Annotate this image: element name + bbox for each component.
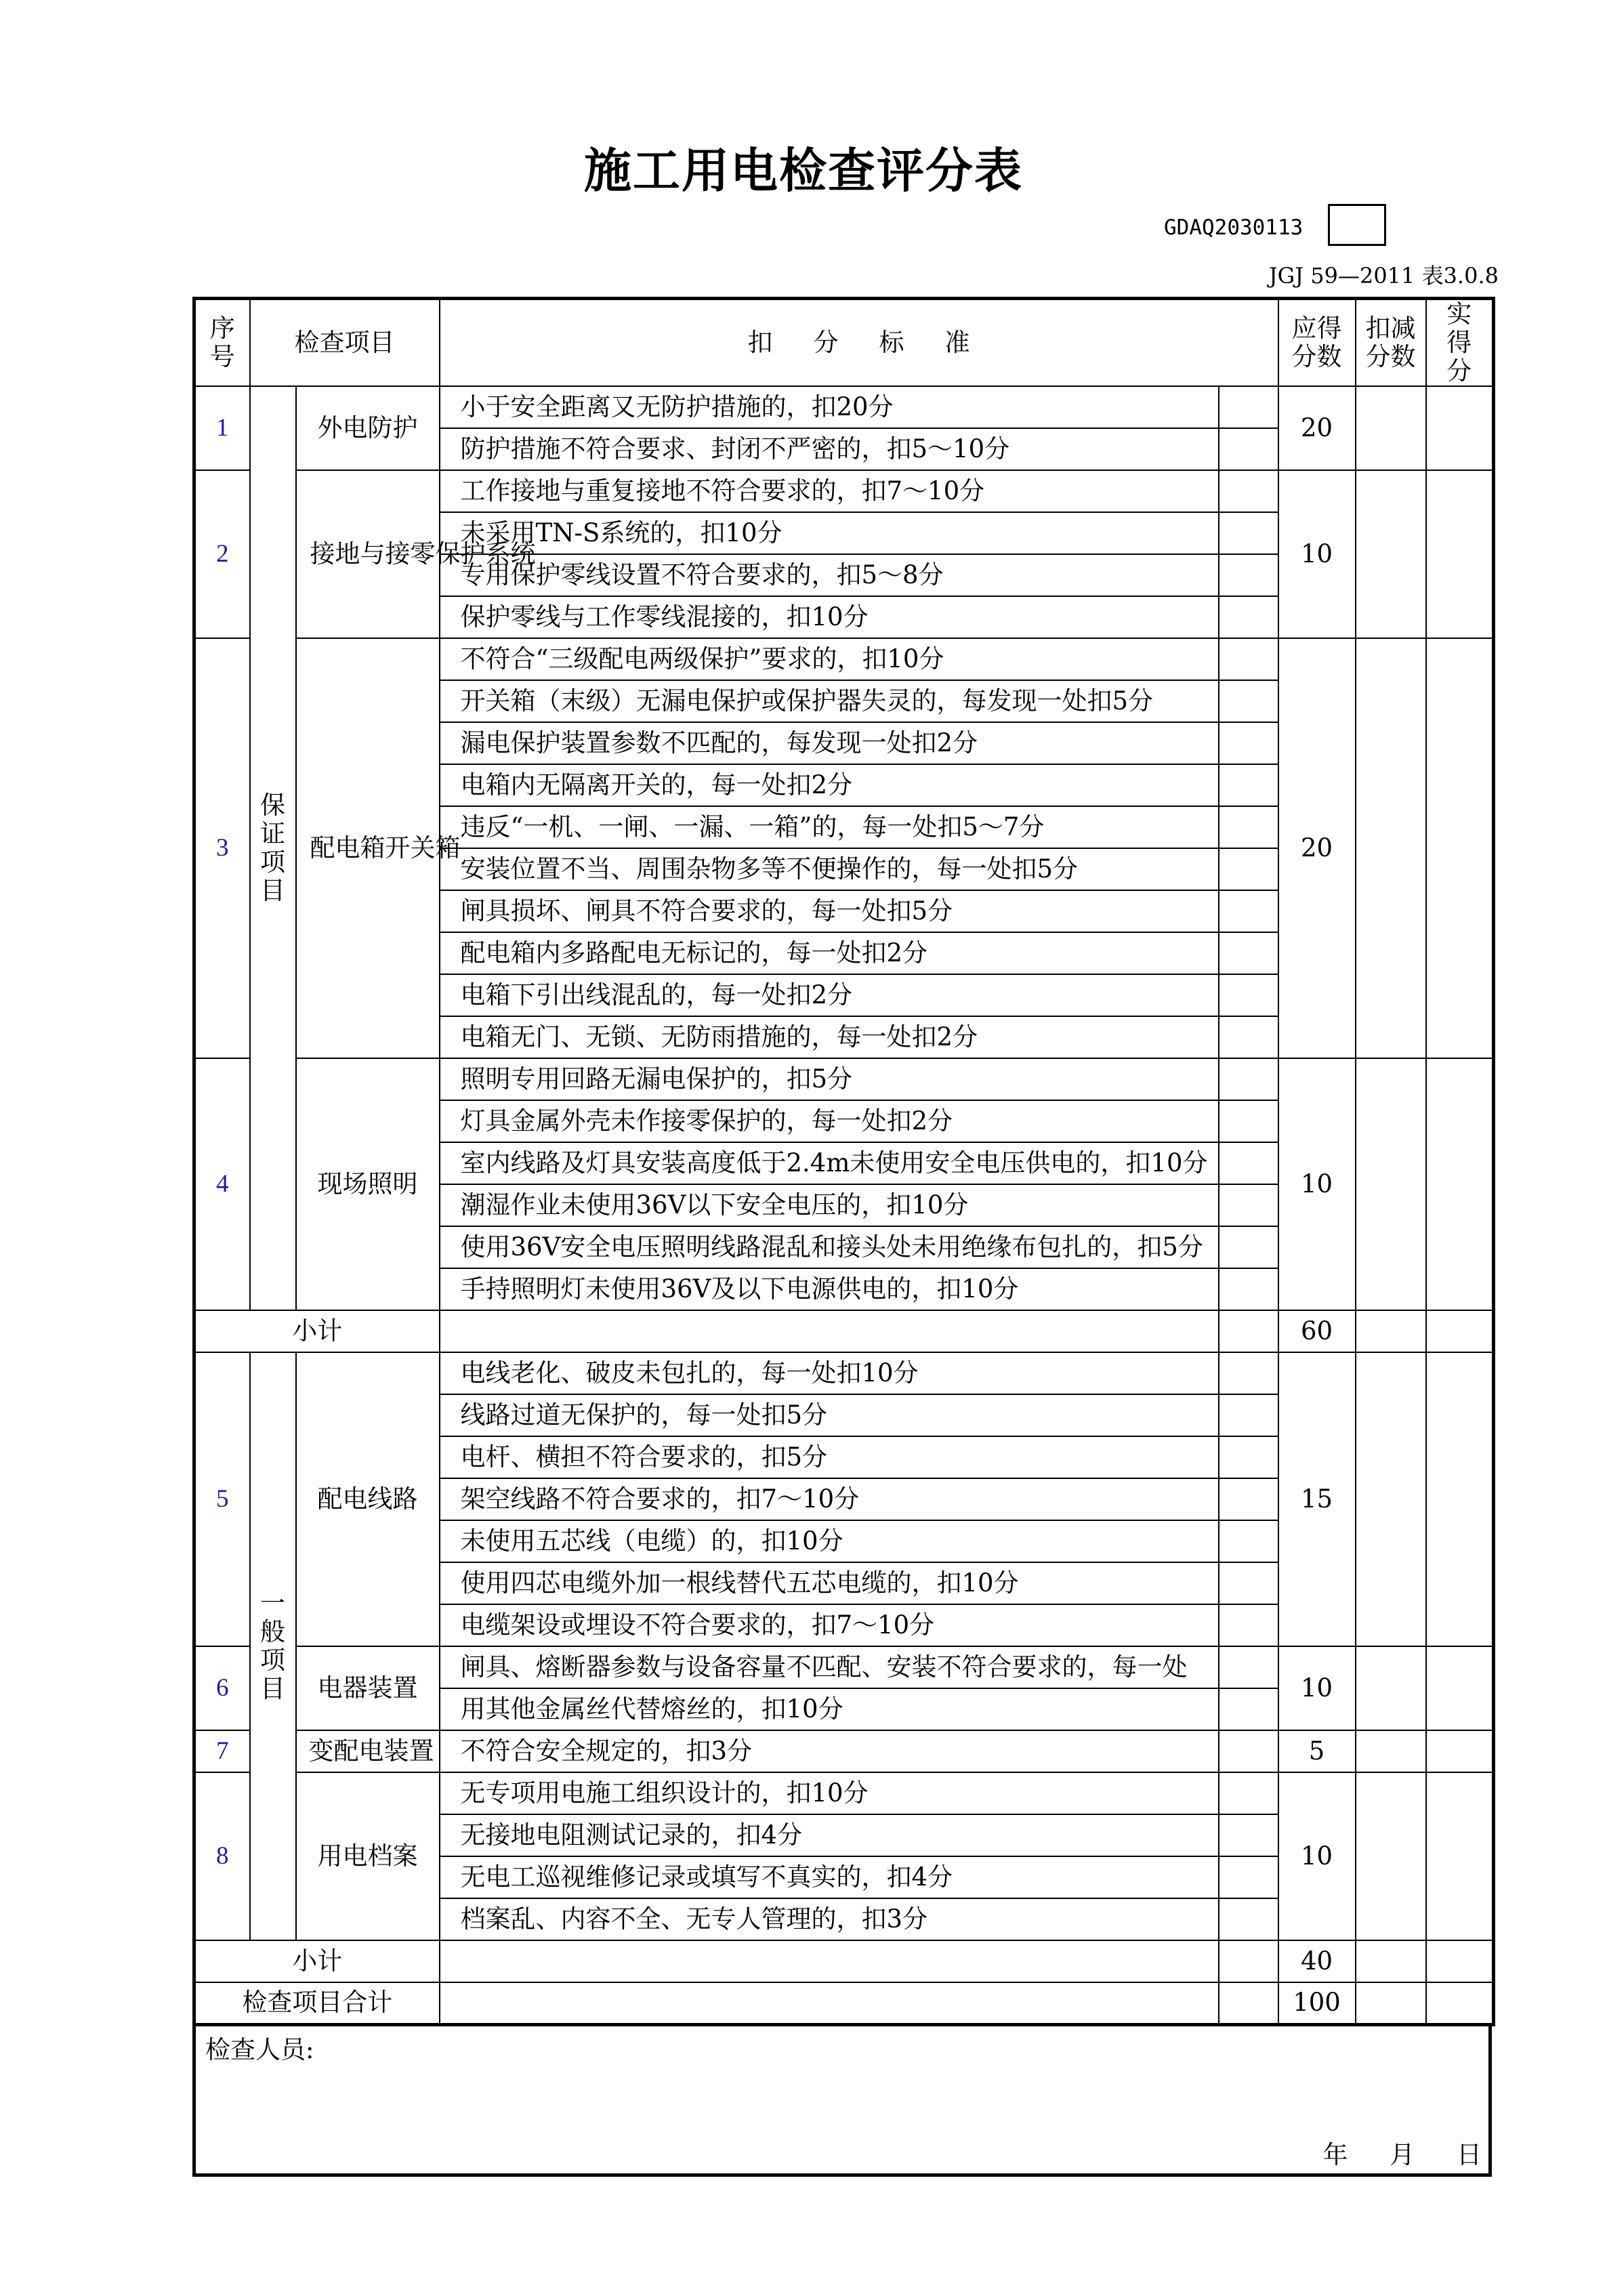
rule-deduct-cell[interactable]: [1219, 974, 1278, 1016]
subtotal-actual[interactable]: [1426, 1940, 1494, 1982]
item-number: 2: [194, 470, 250, 638]
rule-deduct-cell[interactable]: [1219, 1226, 1278, 1268]
group-label-char: 目: [260, 1674, 285, 1703]
item-number: 8: [194, 1772, 250, 1940]
deduction-rule: 小于安全距离又无防护措施的，扣20分: [440, 386, 1219, 428]
rule-deduct-cell[interactable]: [1219, 1604, 1278, 1646]
subtotal-deducted[interactable]: [1356, 1310, 1426, 1352]
header-actual-char: 实: [1446, 299, 1472, 329]
header-seq: [194, 299, 250, 387]
table-row: [194, 1352, 1494, 1394]
deduction-rule: 闸具、熔断器参数与设备容量不匹配、安装不符合要求的，每一处: [440, 1646, 1219, 1688]
item-name: 配电箱开关箱: [296, 638, 440, 1058]
standard-reference: JGJ 59—2011 表3.0.8: [1268, 263, 1499, 289]
rule-deduct-cell[interactable]: [1219, 1436, 1278, 1478]
rule-deduct-cell[interactable]: [1219, 848, 1278, 890]
subtotal-deducted[interactable]: [1356, 1940, 1426, 1982]
rule-deduct-cell[interactable]: [1219, 806, 1278, 848]
rule-deduct-cell[interactable]: [1219, 1268, 1278, 1310]
item-number: 6: [194, 1646, 250, 1730]
subtotal-label: 小计: [194, 1310, 440, 1352]
subtotal-label: 小计: [194, 1940, 440, 1982]
deduction-rule: 防护措施不符合要求、封闭不严密的，扣5～10分: [440, 428, 1219, 470]
item-name: 接地与接零保护系统: [296, 470, 440, 638]
group-label-char: 证: [260, 819, 285, 848]
deducted-score[interactable]: [1356, 1730, 1426, 1772]
inspector-section: [192, 2024, 1492, 2177]
rule-deduct-cell[interactable]: [1219, 386, 1278, 428]
group-label-char: 项: [260, 848, 285, 877]
deducted-score[interactable]: [1356, 1772, 1426, 1940]
table-row: [194, 1646, 1494, 1688]
header-actual-char: 分: [1446, 356, 1472, 385]
deducted-score[interactable]: [1356, 638, 1426, 1058]
subtotal-score: 40: [1278, 1940, 1356, 1982]
item-number: 5: [194, 1352, 250, 1646]
rule-deduct-cell[interactable]: [1219, 1856, 1278, 1898]
deduction-rule: 无接地电阻测试记录的，扣4分: [440, 1814, 1219, 1856]
deduction-rule: 灯具金属外壳未作接零保护的，每一处扣2分: [440, 1100, 1219, 1142]
header-due-text: 应得: [1291, 314, 1342, 343]
item-number: 1: [194, 386, 250, 470]
actual-score[interactable]: [1426, 1730, 1494, 1772]
deduction-rule: 电箱内无隔离开关的，每一处扣2分: [440, 764, 1219, 806]
due-score: 10: [1278, 1058, 1356, 1310]
header-criteria-char: 准: [944, 328, 970, 357]
item-number: 7: [194, 1730, 250, 1772]
date-label: 年 月 日: [1322, 2140, 1482, 2169]
due-score: 10: [1278, 1772, 1356, 1940]
header-item: 检查项目: [250, 299, 440, 387]
subtotal-score: 60: [1278, 1310, 1356, 1352]
deduction-rule: 工作接地与重复接地不符合要求的，扣7～10分: [440, 470, 1219, 512]
group-label-char: 项: [260, 1646, 285, 1675]
due-score: 10: [1278, 470, 1356, 638]
rule-deduct-cell[interactable]: [1219, 1520, 1278, 1562]
subtotal-actual[interactable]: [1426, 1310, 1494, 1352]
header-criteria-char: 分: [813, 328, 839, 357]
table-row: [194, 470, 1494, 512]
form-code: GDAQ2030113: [1164, 215, 1303, 240]
deduction-rule: 线路过道无保护的，每一处扣5分: [440, 1394, 1219, 1436]
deduction-rule: 使用四芯电缆外加一根线替代五芯电缆的，扣10分: [440, 1562, 1219, 1604]
rule-deduct-cell[interactable]: [1219, 1688, 1278, 1730]
subtotal-blank: [440, 1310, 1219, 1352]
table-row: [194, 386, 1494, 428]
deduction-rule: 未使用五芯线（电缆）的，扣10分: [440, 1520, 1219, 1562]
header-due-text: 分数: [1291, 342, 1342, 371]
rule-deduct-cell[interactable]: [1219, 554, 1278, 596]
rule-deduct-cell[interactable]: [1219, 890, 1278, 932]
actual-score[interactable]: [1426, 638, 1494, 1058]
inspection-score-table: [192, 297, 1495, 2026]
rule-deduct-cell[interactable]: [1219, 1478, 1278, 1520]
header-seq-char: 号: [209, 342, 235, 371]
deduction-rule: 保护零线与工作零线混接的，扣10分: [440, 596, 1219, 638]
total-blank-2: [1219, 1982, 1278, 2024]
page-title: 施工用电检查评分表: [584, 143, 1023, 199]
header-seq-char: 序: [209, 314, 235, 343]
rule-deduct-cell[interactable]: [1219, 428, 1278, 470]
due-score: 15: [1278, 1352, 1356, 1646]
header-deduct-text: 扣减: [1365, 314, 1416, 343]
subtotal-blank-2: [1219, 1310, 1278, 1352]
deduction-rule: 潮湿作业未使用36V以下安全电压的，扣10分: [440, 1184, 1219, 1226]
rule-deduct-cell[interactable]: [1219, 1772, 1278, 1814]
header-actual-char: 得: [1446, 328, 1472, 357]
rule-deduct-cell[interactable]: [1219, 680, 1278, 722]
deduction-rule: 漏电保护装置参数不匹配的，每发现一处扣2分: [440, 722, 1219, 764]
actual-score[interactable]: [1426, 386, 1494, 470]
item-name: 现场照明: [296, 1058, 440, 1310]
code-suffix-box[interactable]: [1328, 204, 1386, 246]
rule-deduct-cell[interactable]: [1219, 722, 1278, 764]
actual-score[interactable]: [1426, 470, 1494, 638]
deduction-rule: 电箱无门、无锁、无防雨措施的，每一处扣2分: [440, 1016, 1219, 1058]
actual-score[interactable]: [1426, 1352, 1494, 1646]
rule-deduct-cell[interactable]: [1219, 1058, 1278, 1100]
deduction-rule: 不符合安全规定的，扣3分: [440, 1730, 1219, 1772]
rule-deduct-cell[interactable]: [1219, 1898, 1278, 1940]
inspector-label: 检查人员:: [205, 2035, 314, 2064]
due-score: 5: [1278, 1730, 1356, 1772]
deduction-rule: 档案乱、内容不全、无专人管理的，扣3分: [440, 1898, 1219, 1940]
item-name: 用电档案: [296, 1772, 440, 1940]
item-name: 外电防护: [296, 386, 440, 470]
group-label-char: 一: [260, 1589, 285, 1618]
rule-deduct-cell[interactable]: [1219, 1352, 1278, 1394]
deduction-rule: 安装位置不当、周围杂物多等不便操作的，每一处扣5分: [440, 848, 1219, 890]
deduction-rule: 使用36V安全电压照明线路混乱和接头处未用绝缘布包扎的，扣5分: [440, 1226, 1219, 1268]
deduction-rule: 照明专用回路无漏电保护的，扣5分: [440, 1058, 1219, 1100]
item-name: 变配电装置: [296, 1730, 440, 1772]
deduction-rule: 室内线路及灯具安装高度低于2.4m未使用安全电压供电的，扣10分: [440, 1142, 1219, 1184]
rule-deduct-cell[interactable]: [1219, 764, 1278, 806]
item-number: 4: [194, 1058, 250, 1310]
due-score: 20: [1278, 638, 1356, 1058]
deduction-rule: 用其他金属丝代替熔丝的，扣10分: [440, 1688, 1219, 1730]
rule-deduct-cell[interactable]: [1219, 638, 1278, 680]
total-score: 100: [1278, 1982, 1356, 2024]
actual-score[interactable]: [1426, 1058, 1494, 1310]
total-deducted[interactable]: [1356, 1982, 1426, 2024]
deduction-rule: 开关箱（末级）无漏电保护或保护器失灵的，每发现一处扣5分: [440, 680, 1219, 722]
due-score: 10: [1278, 1646, 1356, 1730]
deduction-rule: 配电箱内多路配电无标记的，每一处扣2分: [440, 932, 1219, 974]
group-label-char: 般: [260, 1617, 285, 1646]
item-name: 配电线路: [296, 1352, 440, 1646]
header-deduct-text: 分数: [1365, 342, 1416, 371]
rule-deduct-cell[interactable]: [1219, 1184, 1278, 1226]
deduction-rule: 未采用TN-S系统的，扣10分: [440, 512, 1219, 554]
deduction-rule: 无专项用电施工组织设计的，扣10分: [440, 1772, 1219, 1814]
total-label: 检查项目合计: [194, 1982, 440, 2024]
table-row: [194, 1058, 1494, 1100]
deducted-score[interactable]: [1356, 470, 1426, 638]
total-actual[interactable]: [1426, 1982, 1494, 2024]
group-label-general: [250, 1352, 296, 1940]
deducted-score[interactable]: [1356, 386, 1426, 470]
total-blank: [440, 1982, 1219, 2024]
group-label-guarantee: [250, 386, 296, 1310]
subtotal-blank-2: [1219, 1940, 1278, 1982]
deduction-rule: 违反“一机、一闸、一漏、一箱”的，每一处扣5～7分: [440, 806, 1219, 848]
rule-deduct-cell[interactable]: [1219, 1730, 1278, 1772]
item-name: 电器装置: [296, 1646, 440, 1730]
header-deduct: [1356, 299, 1426, 387]
deducted-score[interactable]: [1356, 1646, 1426, 1730]
rule-deduct-cell[interactable]: [1219, 1100, 1278, 1142]
header-criteria: [440, 299, 1278, 387]
header-criteria-char: 扣: [747, 328, 773, 357]
header-due: [1278, 299, 1356, 387]
rule-deduct-cell[interactable]: [1219, 932, 1278, 974]
deduction-rule: 电杆、横担不符合要求的，扣5分: [440, 1436, 1219, 1478]
table-row: [194, 638, 1494, 680]
deduction-rule: 电缆架设或埋设不符合要求的，扣7～10分: [440, 1604, 1219, 1646]
rule-deduct-cell[interactable]: [1219, 1016, 1278, 1058]
rule-deduct-cell[interactable]: [1219, 1646, 1278, 1688]
deduction-rule: 电箱下引出线混乱的，每一处扣2分: [440, 974, 1219, 1016]
deducted-score[interactable]: [1356, 1058, 1426, 1310]
deduction-rule: 不符合“三级配电两级保护”要求的，扣10分: [440, 638, 1219, 680]
group-label-char: 保: [260, 791, 285, 820]
deduction-rule: 闸具损坏、闸具不符合要求的，每一处扣5分: [440, 890, 1219, 932]
rule-deduct-cell[interactable]: [1219, 1562, 1278, 1604]
deduction-rule: 无电工巡视维修记录或填写不真实的，扣4分: [440, 1856, 1219, 1898]
deduction-rule: 电线老化、破皮未包扎的，每一处扣10分: [440, 1352, 1219, 1394]
deduction-rule: 架空线路不符合要求的，扣7～10分: [440, 1478, 1219, 1520]
rule-deduct-cell[interactable]: [1219, 1142, 1278, 1184]
rule-deduct-cell[interactable]: [1219, 1814, 1278, 1856]
deduction-rule: 手持照明灯未使用36V及以下电源供电的，扣10分: [440, 1268, 1219, 1310]
table-row: [194, 1772, 1494, 1814]
deduction-rule: 专用保护零线设置不符合要求的，扣5～8分: [440, 554, 1219, 596]
table-row: [194, 1730, 1494, 1772]
due-score: 20: [1278, 386, 1356, 470]
rule-deduct-cell[interactable]: [1219, 596, 1278, 638]
group-label-char: 目: [260, 876, 285, 905]
item-number: 3: [194, 638, 250, 1058]
rule-deduct-cell[interactable]: [1219, 512, 1278, 554]
rule-deduct-cell[interactable]: [1219, 1394, 1278, 1436]
header-criteria-char: 标: [879, 328, 904, 357]
subtotal-blank: [440, 1940, 1219, 1982]
actual-score[interactable]: [1426, 1772, 1494, 1940]
header-actual: [1426, 299, 1494, 387]
rule-deduct-cell[interactable]: [1219, 470, 1278, 512]
actual-score[interactable]: [1426, 1646, 1494, 1730]
deducted-score[interactable]: [1356, 1352, 1426, 1646]
